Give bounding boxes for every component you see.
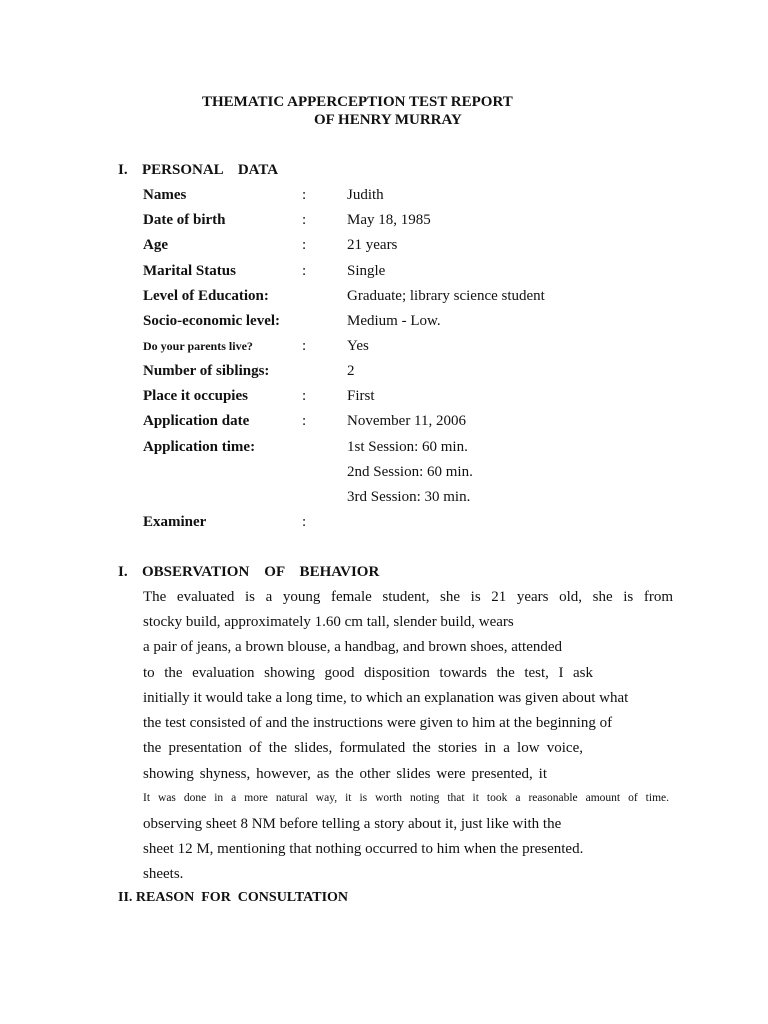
section-number: I. bbox=[118, 564, 128, 580]
paragraph-line: The evaluated is a young female student, she is 21 years old, she is from bbox=[143, 589, 673, 605]
field-value-session-3: 3rd Session: 30 min. bbox=[347, 489, 471, 505]
field-label-number-of-siblings: Number of siblings: bbox=[143, 363, 270, 379]
field-value-number-of-siblings: 2 bbox=[347, 363, 355, 379]
field-colon: : bbox=[302, 263, 307, 279]
paragraph-line: showing shyness, however, as the other slides were presented, it bbox=[143, 766, 547, 782]
paragraph-line: It was done in a more natural way, it is worth noting that it took a reasonable amount of time. bbox=[143, 792, 669, 804]
field-colon: : bbox=[302, 212, 307, 228]
field-value-application-date: November 11, 2006 bbox=[347, 413, 467, 429]
paragraph-line: the presentation of the slides, formulated the stories in a low voice, bbox=[143, 740, 583, 756]
field-value-session-2: 2nd Session: 60 min. bbox=[347, 464, 473, 480]
paragraph-line: a pair of jeans, a brown blouse, a handbag, and brown shoes, attended bbox=[143, 639, 563, 655]
field-colon: : bbox=[302, 338, 307, 354]
field-label-socio-economic-level: Socio-economic level: bbox=[143, 313, 281, 329]
field-label-parents-live: Do your parents live? bbox=[143, 339, 253, 353]
paragraph-line: sheet 12 M, mentioning that nothing occurred to him when the presented. bbox=[143, 841, 584, 857]
field-label-marital-status: Marital Status bbox=[143, 263, 236, 279]
field-value-names: Judith bbox=[347, 187, 384, 203]
field-colon: : bbox=[302, 413, 307, 429]
paragraph-line: observing sheet 8 NM before telling a story about it, just like with the bbox=[143, 816, 562, 832]
field-label-application-date: Application date bbox=[143, 413, 250, 429]
field-label-names: Names bbox=[143, 187, 187, 203]
field-label-date-of-birth: Date of birth bbox=[143, 212, 226, 228]
field-label-examiner: Examiner bbox=[143, 514, 207, 530]
paragraph-line: the test consisted of and the instructions were given to him at the beginning of bbox=[143, 715, 613, 731]
section-title: REASON FOR CONSULTATION bbox=[135, 890, 349, 905]
report-title-line-2: OF HENRY MURRAY bbox=[314, 112, 462, 128]
field-colon: : bbox=[302, 388, 307, 404]
field-value-parents-live: Yes bbox=[347, 338, 369, 354]
section-observation-heading bbox=[118, 563, 379, 581]
field-value-marital-status: Single bbox=[347, 263, 386, 279]
paragraph-line: stocky build, approximately 1.60 cm tall, slender build, wears bbox=[143, 614, 514, 630]
field-label-level-of-education: Level of Education: bbox=[143, 288, 269, 304]
field-label-application-time: Application time: bbox=[143, 439, 256, 455]
field-value-level-of-education: Graduate; library science student bbox=[347, 288, 545, 304]
section-title: OBSERVATION OF BEHAVIOR bbox=[142, 564, 380, 580]
paragraph-line: initially it would take a long time, to which an explanation was given about what bbox=[143, 690, 629, 706]
report-title-line-1: THEMATIC APPERCEPTION TEST REPORT bbox=[202, 94, 513, 110]
field-colon: : bbox=[302, 514, 307, 530]
section-reason-heading bbox=[118, 889, 348, 907]
field-value-date-of-birth: May 18, 1985 bbox=[347, 212, 431, 228]
section-number: II. bbox=[118, 890, 133, 905]
section-number: I. bbox=[118, 162, 128, 178]
field-label-place-it-occupies: Place it occupies bbox=[143, 388, 248, 404]
field-value-age: 21 years bbox=[347, 237, 398, 253]
section-title: PERSONAL DATA bbox=[142, 162, 279, 178]
field-label-age: Age bbox=[143, 237, 168, 253]
field-colon: : bbox=[302, 237, 307, 253]
field-colon: : bbox=[302, 187, 307, 203]
paragraph-line: to the evaluation showing good disposition towards the test, I ask bbox=[143, 665, 593, 681]
field-value-place-it-occupies: First bbox=[347, 388, 375, 404]
field-value-session-1: 1st Session: 60 min. bbox=[347, 439, 468, 455]
field-value-socio-economic-level: Medium - Low. bbox=[347, 313, 441, 329]
paragraph-line: sheets. bbox=[143, 866, 184, 882]
section-personal-data-heading bbox=[118, 161, 278, 179]
